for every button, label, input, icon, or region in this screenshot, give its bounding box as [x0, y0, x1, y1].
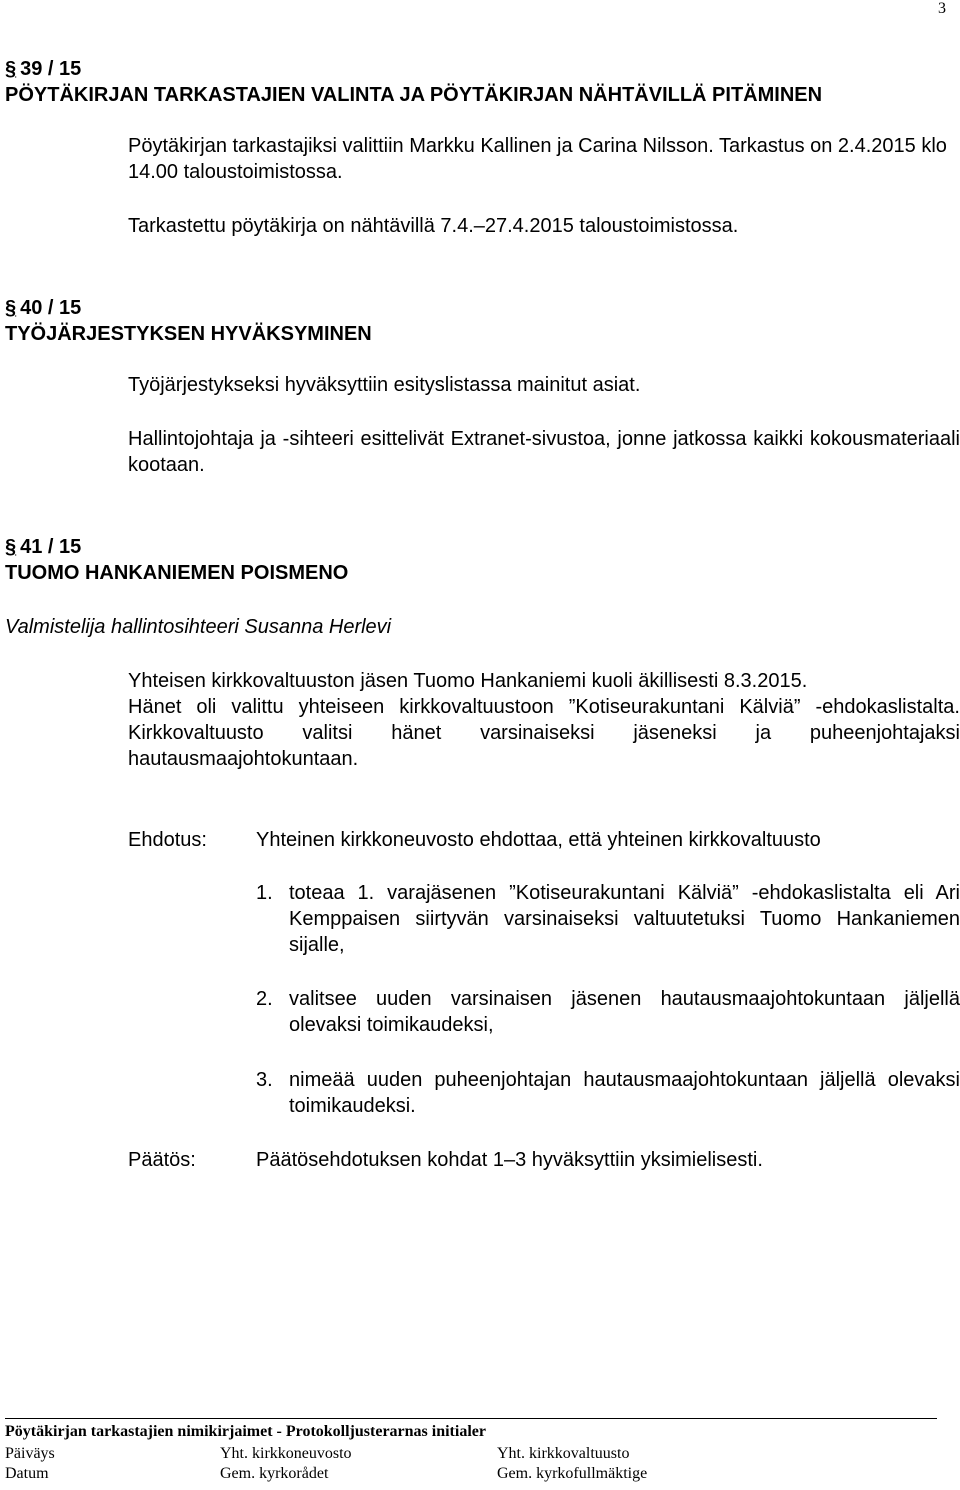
section-40-paragraph-1: Työjärjestykseksi hyväksyttiin esityslistassa mainitut asiat.: [128, 374, 641, 396]
section-41-paragraph-2: Hänet oli valittu yhteiseen kirkkovaltuustoon ”Kotiseurakuntani Kälviä” -ehdokaslistalta. Kirkkovaltuusto valitsi hänet varsinaiseksi jäseneksi ja puheenjohtajaksi hautausmaajohtokuntaan.: [128, 696, 960, 770]
paragraph-sign-icon: §: [5, 536, 17, 558]
section-39-paragraph-1: Pöytäkirjan tarkastajiksi valittiin Markku Kallinen ja Carina Nilsson. Tarkastus on 2.4.2015 klo 14.00 taloustoimistossa.: [128, 135, 947, 183]
paragraph-sign-icon: §: [5, 297, 17, 319]
section-number: 40 / 15: [20, 297, 82, 319]
footer-church-council: Yht. kirkkoneuvosto Gem. kyrkorådet: [220, 1445, 352, 1482]
section-title: TUOMO HANKANIEMEN POISMENO: [5, 562, 349, 584]
list-text: valitsee uuden varsinaisen jäsenen hautausmaajohtokuntaan jäljellä olevaksi toimikaudeksi,: [289, 988, 960, 1036]
proposal-item-2: [256, 986, 960, 1038]
section-title: PÖYTÄKIRJAN TARKASTAJIEN VALINTA JA PÖYTÄKIRJAN NÄHTÄVILLÄ PITÄMINEN: [5, 84, 823, 106]
list-number: 3.: [256, 1069, 273, 1091]
decision-label: Päätös:: [128, 1149, 196, 1171]
section-40-paragraph-2: Hallintojohtaja ja -sihteeri esittelivät Extranet-sivustoa, jonne jatkossa kaikki kokousmateriaali kootaan.: [128, 428, 960, 476]
list-text: nimeää uuden puheenjohtajan hautausmaajohtokuntaan jäljellä olevaksi toimikaudeksi.: [289, 1069, 960, 1117]
proposal-label: Ehdotus:: [128, 829, 207, 851]
list-number: 1.: [256, 882, 273, 904]
section-41-paragraph-1: Yhteisen kirkkovaltuuston jäsen Tuomo Hankaniemi kuoli äkillisesti 8.3.2015.: [128, 670, 808, 692]
section-number: 39 / 15: [20, 58, 82, 80]
section-number: 41 / 15: [20, 536, 82, 558]
footer-church-assembly: Yht. kirkkovaltuusto Gem. kyrkofullmäktige: [497, 1445, 648, 1482]
preparer-line: Valmistelija hallintosihteeri Susanna Herlevi: [5, 616, 392, 638]
paragraph-sign-icon: §: [5, 58, 17, 80]
page-number: 3: [938, 0, 946, 17]
proposal-item-3: [256, 1067, 960, 1119]
list-text: toteaa 1. varajäsenen ”Kotiseurakuntani Kälviä” -ehdokaslistalta eli Ari Kemppaisen siirtyvän varsinaiseksi valtuutetuksi Tuomo Hankaniemen sijalle,: [289, 882, 960, 956]
proposal-intro: Yhteinen kirkkoneuvosto ehdottaa, että yhteinen kirkkovaltuusto: [256, 829, 821, 851]
footer-divider: [5, 1418, 937, 1419]
list-number: 2.: [256, 988, 273, 1010]
section-heading-40: [5, 295, 372, 347]
proposal-item-1: [256, 880, 960, 958]
footer-date-label: Päiväys Datum: [5, 1445, 55, 1482]
footer-title: Pöytäkirjan tarkastajien nimikirjaimet - Protokolljusterarnas initialer: [5, 1423, 486, 1440]
section-heading-41: [5, 534, 348, 586]
section-heading-39: [5, 56, 822, 108]
section-39-paragraph-2: Tarkastettu pöytäkirja on nähtävillä 7.4.–27.4.2015 taloustoimistossa.: [128, 215, 739, 237]
decision-text: Päätösehdotuksen kohdat 1–3 hyväksyttiin yksimielisesti.: [256, 1149, 763, 1171]
section-title: TYÖJÄRJESTYKSEN HYVÄKSYMINEN: [5, 323, 372, 345]
